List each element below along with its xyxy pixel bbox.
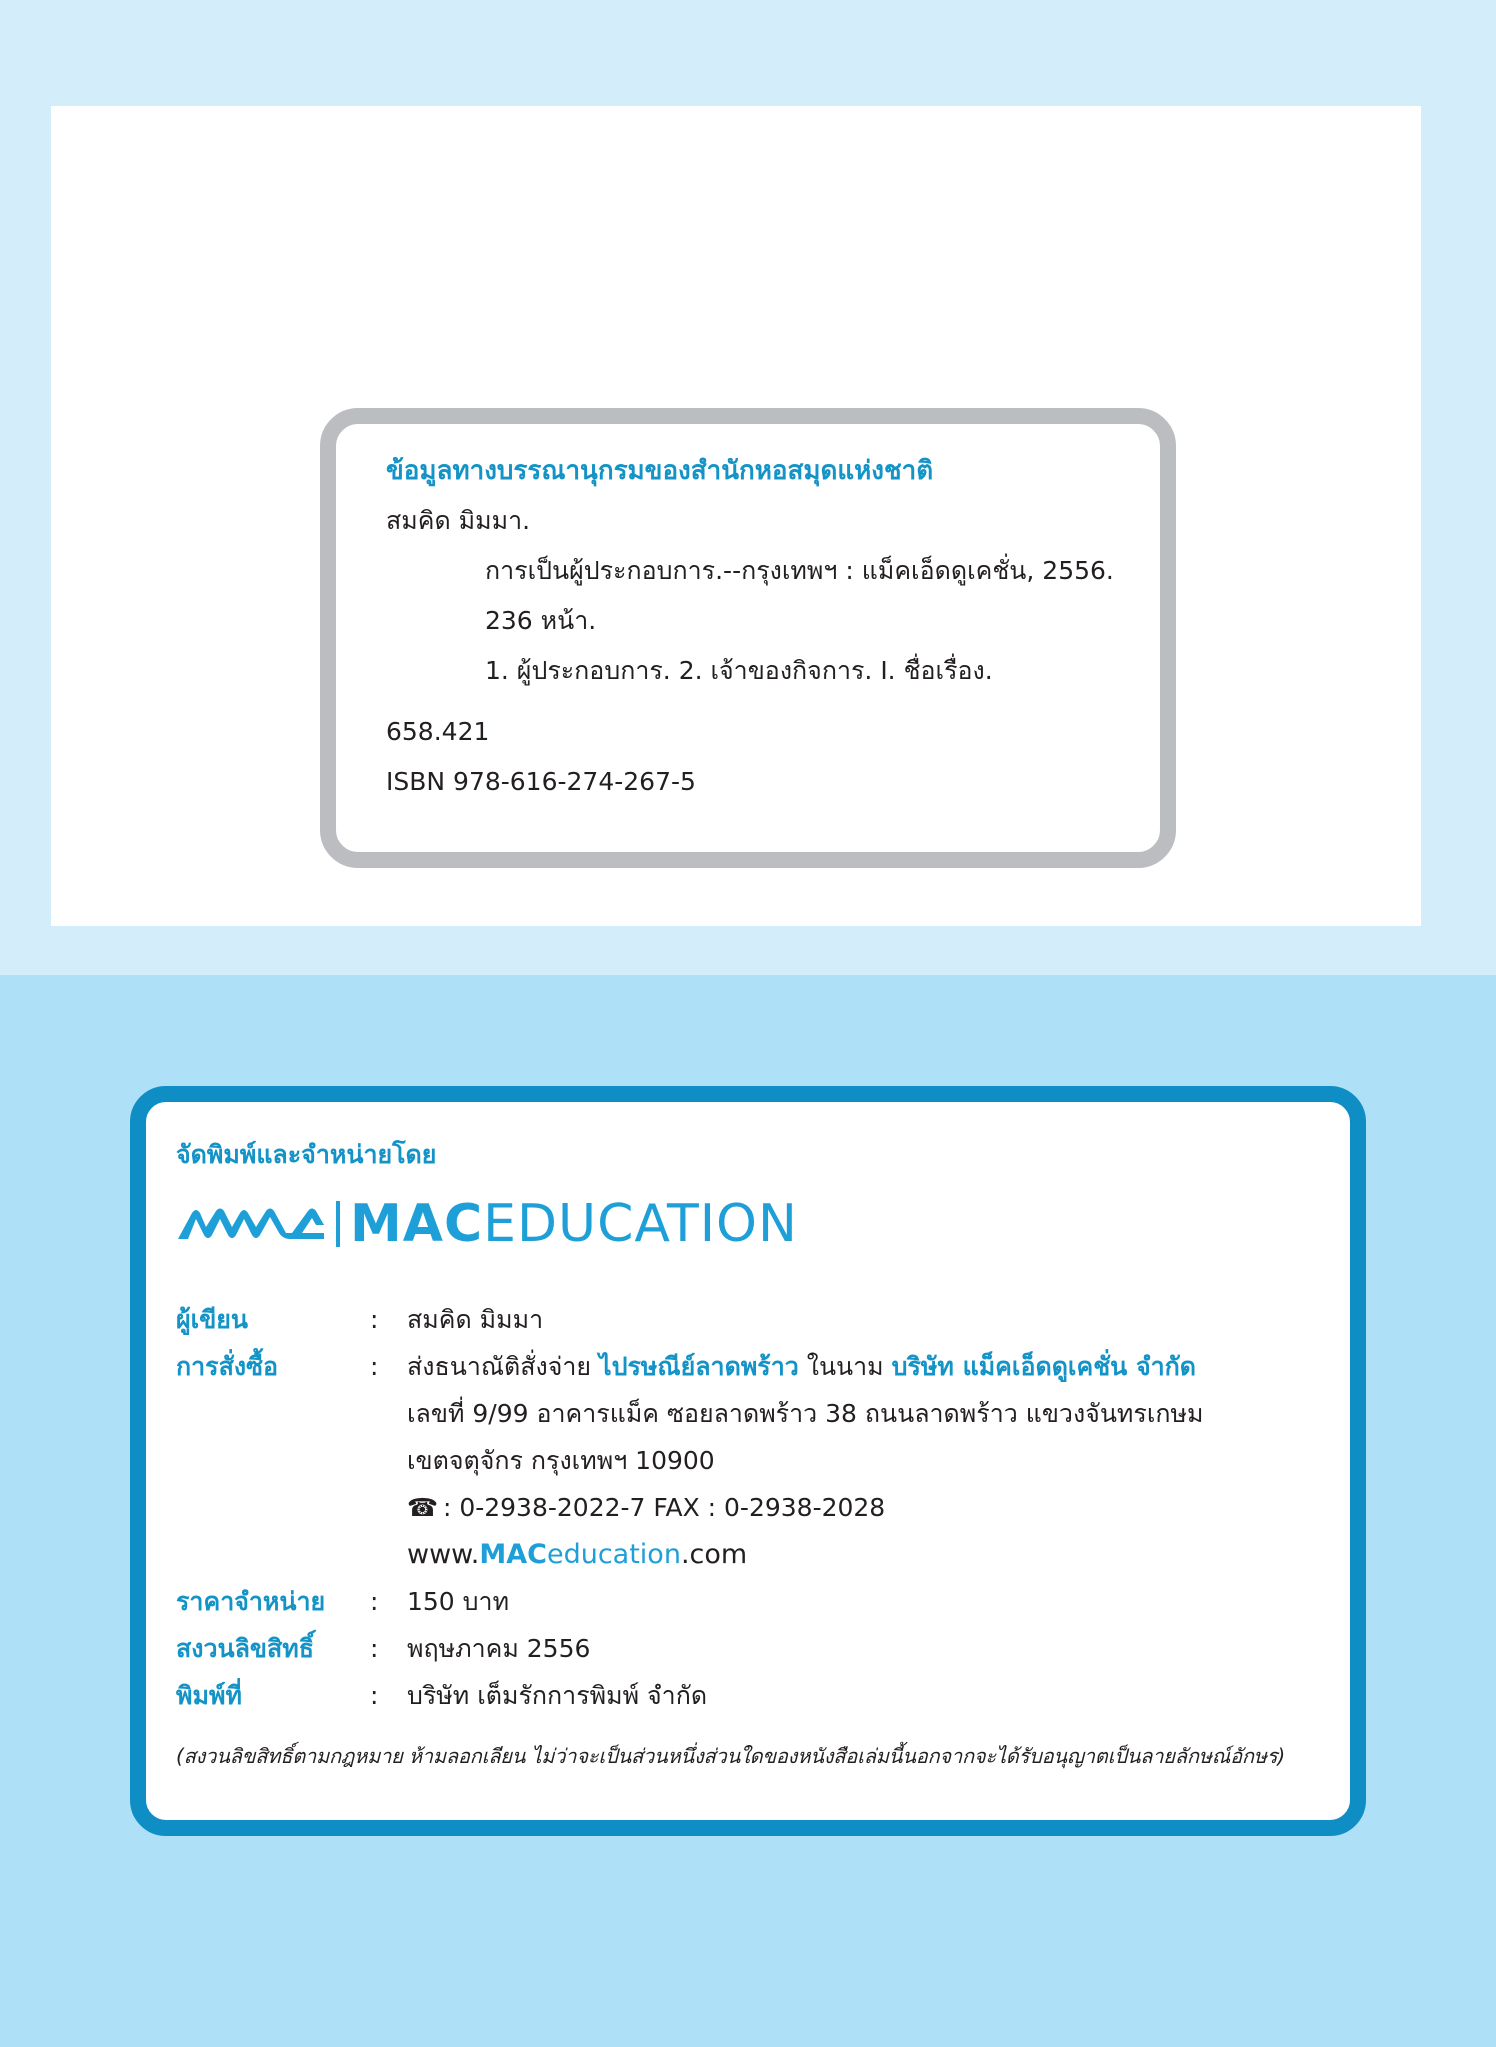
cip-classification: 658.421 bbox=[386, 717, 490, 746]
address-line-2: เขตจตุจักร กรุงเทพฯ 10900 bbox=[407, 1446, 715, 1475]
cip-title-line: การเป็นผู้ประกอบการ.--กรุงเทพฯ : แม็คเอ็ดดูเคชั่น, 2556. bbox=[485, 556, 1114, 585]
colon: : bbox=[370, 1681, 379, 1710]
web-pre: www. bbox=[407, 1539, 480, 1570]
phone-line bbox=[407, 1484, 1203, 1531]
copyright-label: สงวนลิขสิทธิ์ bbox=[176, 1634, 315, 1663]
company-name: บริษัท แม็คเอ็ดดูเคชั่น จำกัด bbox=[891, 1352, 1197, 1381]
mac-logo-icon bbox=[176, 1205, 326, 1243]
printer-label: พิมพ์ที่ bbox=[176, 1681, 242, 1710]
order-mid: ในนาม bbox=[798, 1352, 892, 1381]
order-line-1 bbox=[407, 1343, 1203, 1390]
logo-education: EDUCATION bbox=[483, 1194, 798, 1254]
logo-wordmark bbox=[350, 1196, 798, 1252]
row-copyright bbox=[176, 1625, 1326, 1672]
cip-subjects: 1. ผู้ประกอบการ. 2. เจ้าของกิจการ. I. ชื่อเรื่อง. bbox=[485, 656, 993, 685]
cip-pages: 236 หน้า. bbox=[485, 606, 597, 635]
row-printer bbox=[176, 1672, 1326, 1719]
logo-divider bbox=[336, 1201, 340, 1247]
author-value: สมคิด มิมมา bbox=[407, 1305, 544, 1334]
post-office-name: ไปรษณีย์ลาดพร้าว bbox=[599, 1352, 799, 1381]
cip-author: สมคิด มิมมา. bbox=[386, 506, 531, 535]
copyright-notice: (สงวนลิขสิทธิ์ตามกฎหมาย ห้ามลอกเลียน ไม่ว่าจะเป็นส่วนหนึ่งส่วนใดของหนังสือเล่มนี้นอกจากจะได้รับอนุญาตเป็นลายลักษณ์อักษร) bbox=[176, 1744, 1285, 1768]
order-pre: ส่งธนาณัติสั่งจ่าย bbox=[407, 1352, 600, 1381]
colon: : bbox=[370, 1634, 379, 1663]
telephone-icon: ☎ bbox=[407, 1493, 439, 1522]
website-link[interactable] bbox=[407, 1531, 1203, 1578]
colon: : bbox=[370, 1352, 379, 1381]
phone-text: : 0-2938-2022-7 FAX : 0-2938-2028 bbox=[435, 1493, 886, 1522]
web-bold: MAC bbox=[479, 1539, 547, 1570]
order-value bbox=[407, 1343, 1203, 1578]
cip-heading: ข้อมูลทางบรรณานุกรมของสำนักหอสมุดแห่งชาติ bbox=[386, 456, 934, 486]
publisher-content bbox=[176, 1138, 1326, 1791]
row-author bbox=[176, 1296, 1326, 1343]
order-label: การสั่งซื้อ bbox=[176, 1352, 279, 1381]
publisher-heading: จัดพิมพ์และจำหน่ายโดย bbox=[176, 1140, 437, 1169]
row-order bbox=[176, 1343, 1326, 1578]
colon: : bbox=[370, 1587, 379, 1616]
logo-mac: MAC bbox=[350, 1194, 484, 1254]
colon: : bbox=[370, 1305, 379, 1334]
cip-content bbox=[386, 454, 1156, 799]
copyright-value: พฤษภาคม 2556 bbox=[407, 1634, 591, 1663]
web-mid: education bbox=[546, 1539, 681, 1570]
cip-isbn: ISBN 978-616-274-267-5 bbox=[386, 767, 696, 796]
author-label: ผู้เขียน bbox=[176, 1305, 249, 1334]
price-label: ราคาจำหน่าย bbox=[176, 1587, 326, 1616]
row-price bbox=[176, 1578, 1326, 1625]
price-value: 150 บาท bbox=[407, 1587, 510, 1616]
publisher-info bbox=[176, 1296, 1326, 1719]
address-line-1: เลขที่ 9/99 อาคารแม็ค ซอยลาดพร้าว 38 ถนนลาดพร้าว แขวงจันทรเกษม bbox=[407, 1399, 1204, 1428]
mac-education-logo bbox=[176, 1196, 1326, 1252]
web-post: .com bbox=[680, 1539, 748, 1570]
printer-value: บริษัท เต็มรักการพิมพ์ จำกัด bbox=[407, 1681, 708, 1710]
